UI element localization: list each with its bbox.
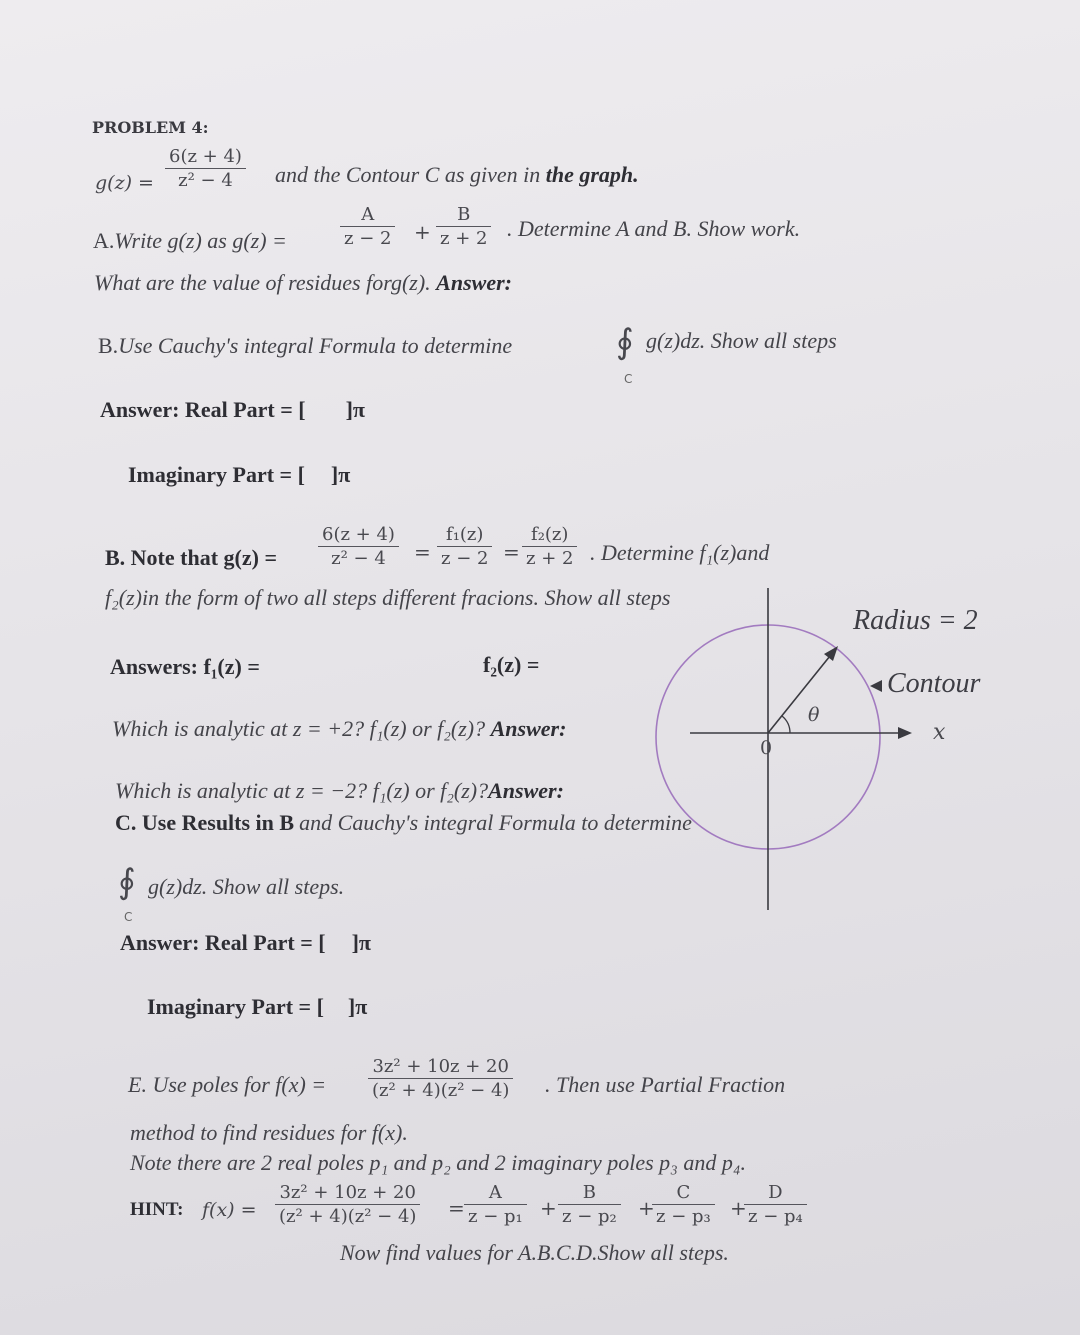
problem-title: PROBLEM 4: (92, 118, 209, 137)
contour-integral-icon: ∮ (616, 322, 634, 362)
x-axis-label: x (933, 720, 946, 745)
residue-question: What are the value of residues forg(z). Answer: (94, 270, 512, 295)
part-e-lead: E. Use poles for f(x) = (128, 1072, 327, 1097)
hint-equals: = (448, 1196, 465, 1220)
part-b2-fraction-3: f₂(z) z + 2 (522, 524, 577, 569)
part-a-plus: + (414, 220, 431, 244)
real-axis-arrowhead (898, 727, 912, 739)
part-b1-imag-answer: Imaginary Part = [ ]π (128, 462, 351, 487)
theta-arc (782, 716, 790, 733)
contour-subscript: C (624, 372, 633, 386)
hint-fraction-c: C z − p₃ (652, 1182, 715, 1227)
hint-f: f(x) = (202, 1199, 257, 1221)
part-c-text: C. Use Results in B and Cauchy's integral Formula to determine (115, 810, 692, 835)
hint-fraction-a: A z − p₁ (464, 1182, 527, 1227)
g-fraction (165, 146, 246, 191)
radius-label: Radius = 2 (853, 605, 978, 636)
part-b2-fraction-1: 6(z + 4) z² − 4 (318, 524, 399, 569)
part-e-tail: . Then use Partial Fraction (545, 1072, 786, 1097)
part-c-imag-answer: Imaginary Part = [ ]π (147, 994, 368, 1019)
part-b2-determine: . Determine f₁(z)and (590, 540, 770, 565)
part-c-real-answer: Answer: Real Part = [ ]π (120, 930, 371, 955)
part-b1-integrand: g(z)dz. Show all steps (646, 328, 837, 353)
part-a-fraction-a: A z − 2 (340, 204, 395, 249)
part-a-answer-label: Answer: (436, 270, 512, 295)
contour-text: and the Contour C as given in the graph. (275, 162, 639, 187)
part-e-fraction: 3z² + 10z + 20 (z² + 4)(z² − 4) (368, 1056, 513, 1101)
g-label: g(z) = (95, 172, 154, 194)
analytic-question-1: Which is analytic at z = +2? f₁(z) or f₂(z)? Answer: (112, 716, 567, 741)
radius-arrow (768, 651, 834, 733)
part-e-final: Now find values for A.B.C.D.Show all steps. (340, 1240, 729, 1265)
part-a-fraction-b: B z + 2 (436, 204, 491, 249)
contour-integral-icon-c: ∮ (118, 862, 136, 902)
hint-fraction-b: B z − p₂ (558, 1182, 621, 1227)
part-a-text: A.Write g(z) as g(z) = (93, 228, 287, 253)
part-e-line2: method to find residues for f(x). (130, 1120, 408, 1145)
analytic-question-2: Which is analytic at z = −2? f₁(z) or f₂(z)?Answer: (115, 778, 564, 803)
part-c-integrand: g(z)dz. Show all steps. (148, 874, 345, 899)
equals-1: = (414, 540, 431, 564)
contour-subscript-c: C (124, 910, 133, 924)
part-b2-fraction-2: f₁(z) z − 2 (437, 524, 492, 569)
radius-arrowhead (824, 646, 838, 661)
hint-plus-1: + (540, 1196, 557, 1220)
analytic-answer-2: Answer: (488, 778, 564, 803)
analytic-answer-1: Answer: (490, 716, 567, 741)
part-b1-text: B.Use Cauchy's integral Formula to determine (98, 333, 513, 358)
origin-label: 0 (760, 737, 773, 759)
part-b2-line2: f₂(z)in the form of two all steps different fracions. Show all steps (105, 585, 671, 610)
part-a-suffix: . Determine A and B. Show work. (507, 216, 801, 241)
part-b2-lead: B. Note that g(z) = (105, 545, 277, 570)
hint-plus-3: + (730, 1196, 747, 1220)
g-numerator: 6(z + 4) (169, 146, 242, 167)
hint-fraction-main: 3z² + 10z + 20 (z² + 4)(z² − 4) (275, 1182, 420, 1227)
hint-plus-2: + (638, 1196, 655, 1220)
theta-label: θ (808, 704, 820, 726)
contour-label: Contour (887, 668, 981, 699)
hint-label: HINT: (130, 1199, 184, 1220)
answers-f2: f₂(z) = (483, 652, 540, 677)
part-e-line3: Note there are 2 real poles p₁ and p₂ and 2 imaginary poles p₃ and p₄. (130, 1150, 746, 1175)
equals-2: = (503, 540, 520, 564)
part-b1-real-answer: Answer: Real Part = [ ]π (100, 397, 365, 422)
hint-fraction-d: D z − p₄ (744, 1182, 807, 1227)
contour-pointer-icon (870, 680, 882, 692)
answers-f1: Answers: f₁(z) = (110, 654, 260, 679)
g-denominator: z² − 4 (178, 170, 233, 191)
